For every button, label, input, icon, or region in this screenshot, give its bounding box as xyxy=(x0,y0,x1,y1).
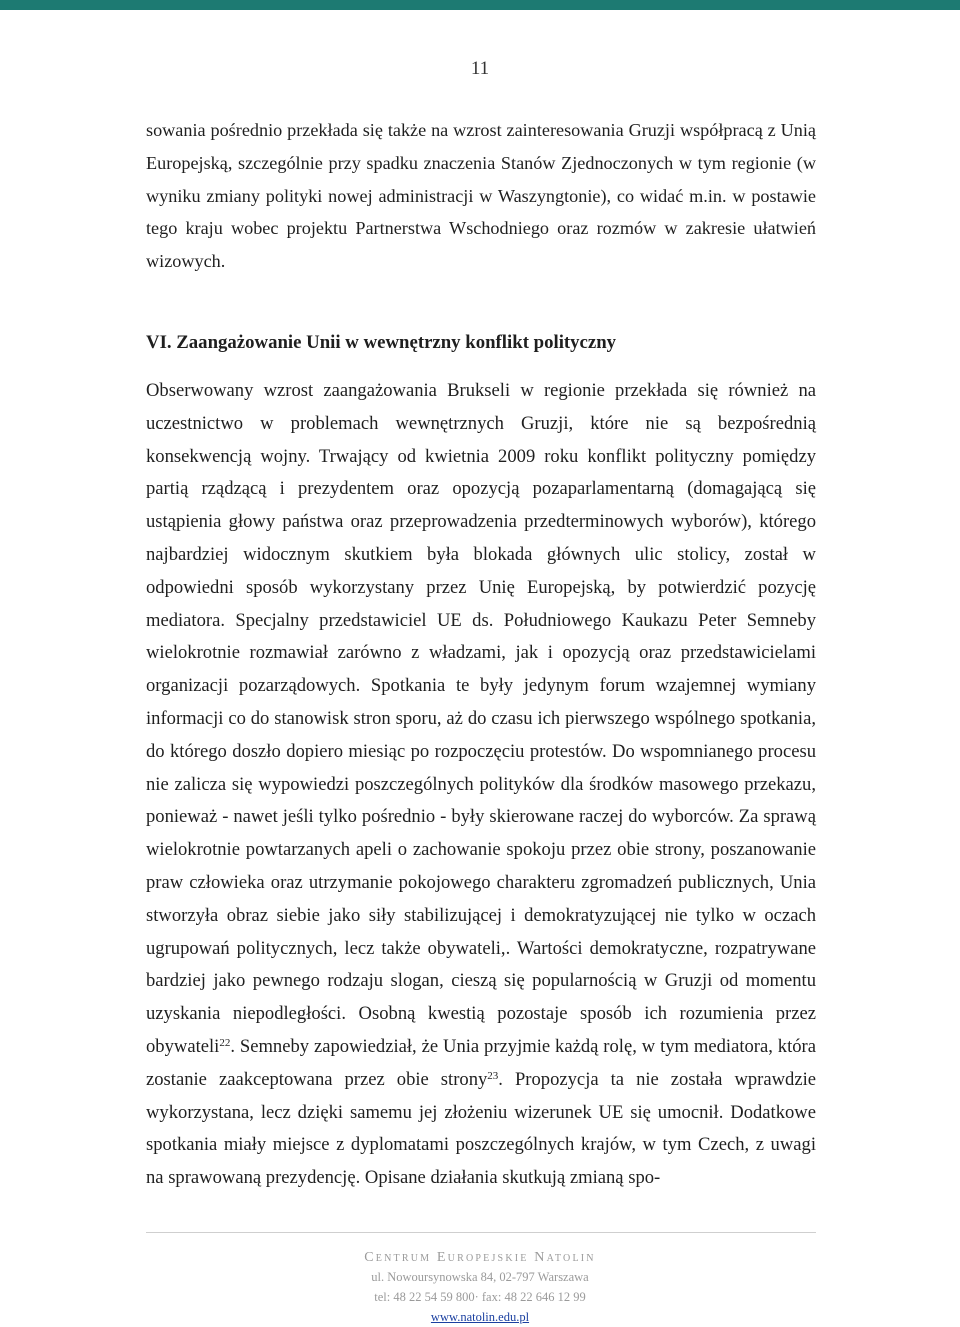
footer-contact: tel: 48 22 54 59 800· fax: 48 22 646 12 99 xyxy=(374,1290,586,1304)
section-heading: VI. Zaangażowanie Unii w wewnętrzny konflikt polityczny xyxy=(146,332,617,353)
paragraph-text-part-1: Obserwowany wzrost zaangażowania Brukseli w regionie przekłada się również na uczestnictwo w problemach wewnętrznych Gruzji, które nie są bezpośrednią konsekwencją wojny. Trwający od kwietnia 2009 roku konflikt polityczny pomiędzy partią rządzącą i prezydentem oraz opozycją pozaparlamentarną (domagającą się ustąpienia głowy państwa oraz przeprowadzenia przedterminowych wyborów), którego najbardziej widocznym skutkiem była blokada głównych ulic stolicy, został w odpowiedni sposób wykorzystany przez Unię Europejską, by potwierdzić pozycję mediatora. Specjalny przedstawiciel UE ds. Południowego Kaukazu Peter Semneby wielokrotnie rozmawiał zarówno z władzami, jak i opozycją oraz przedstawicielami organizacji pozarządowych. Spotkania te były jedynym forum wzajemnej wymiany informacji co do stanowisk stron sporu, aż do czasu ich pierwszego wspólnego spotkania, do którego doszło dopiero miesiąc po rozpoczęciu protestów. Do wspomnianego procesu nie zalicza się wypowiedzi poszczególnych polityków dla środków masowego przekazu, ponieważ - nawet jeśli tylko pośrednio - były skierowane raczej do wyborców. Za sprawą wielokrotnie powtarzanych apeli o zachowanie spokoju przez obie strony, poszanowanie praw człowieka oraz utrzymanie pokojowego charakteru zgromadzeń publicznych, Unia stworzyła obraz siebie jako siły stabilizującej i demokratyzującej nie tylko w oczach ugrupowań politycznych, lecz także obywateli,. Wartości demokratyczne, rozpatrywane bardziej jako pewnego rodzaju slogan, cieszą się popularnością w Gruzji od momentu uzyskania niepodległości. Osobną kwestią pozostaje sposób ich rozumienia przez obywateli xyxy=(146,380,816,1057)
page-number: 11 xyxy=(470,58,490,79)
top-accent-bar xyxy=(0,0,960,10)
footer-address: ul. Nowoursynowska 84, 02-797 Warszawa xyxy=(371,1270,589,1284)
footnote-ref-22[interactable]: 22 xyxy=(219,1036,231,1049)
footer-organization: Centrum Europejskie Natolin xyxy=(364,1250,596,1265)
footnote-ref-23[interactable]: 23 xyxy=(487,1069,499,1082)
footer-divider xyxy=(146,1232,816,1233)
footer xyxy=(0,1249,960,1327)
paragraph-continuation: sowania pośrednio przekłada się także na wzrost zainteresowania Gruzji współpracą z Unią Europejską, szczególnie przy spadku znaczenia Stanów Zjednoczonych w tym regionie (w wyniku zmiany polityki nowej administracji w Waszyngtonie), co widać m.in. w postawie tego kraju wobec projektu Partnerstwa Wschodniego oraz rozmów w zakresie ułatwień wizowych. xyxy=(146,120,816,272)
paragraph-text-part-2: . Semneby zapowiedział, że Unia przyjmie każdą rolę, w tym mediatora, która zostanie zaakceptowana przez obie strony xyxy=(146,1035,816,1090)
footer-website-link[interactable]: www.natolin.edu.pl xyxy=(430,1310,530,1324)
section-paragraph xyxy=(146,375,816,1195)
paragraph-text-part-3: . Propozycja ta nie została wprawdzie wykorzystana, lecz dzięki samemu jej złożeniu wizerunek UE się umocnił. Dodatkowe spotkania miały miejsce z dyplomatami poszczególnych krajów, w tym Czech, z uwagi na sprawowaną prezydencję. Opisane działania skutkują zmianą spo- xyxy=(146,1068,817,1189)
